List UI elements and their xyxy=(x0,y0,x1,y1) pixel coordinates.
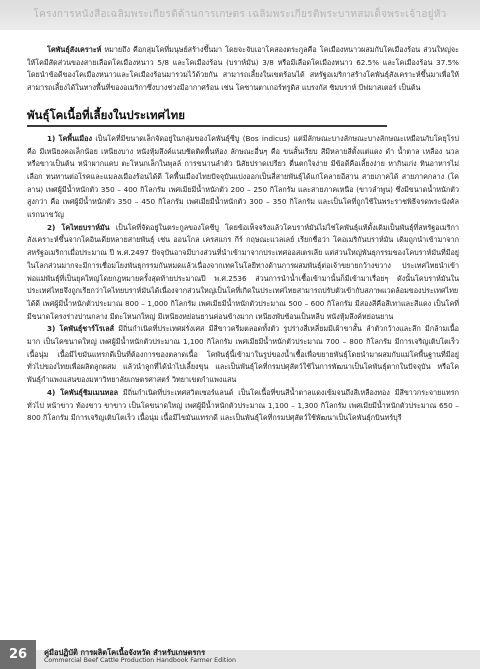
item-number: 3) xyxy=(47,324,56,334)
footer-book-title: คู่มือปฏิบัติ การผลิตโคเนื้อจังหวัด สำหรับเกษตรกร xyxy=(44,648,206,657)
breed-description: เป็นโคที่มีขนาดเล็กจัดอยู่ในกลุ่มของโคพันธุ์ซีบู (Bos indicus) แต่มีลักษณะบางลักษณะบางลักษณะเหมือนกับโคยุโรป คือ มีเหนียงคอเล็กน้อย เหนียงบาง หนังหุ้มลึงค์แนบชิดติดพื้นท้อง ลักษณะอื่นๆ คือ ขนสั้นเรียบ สีมีหลายสีตั้งแต่แดง ดำ น้ำตาล เหลือง นวล หรือขาวเป็นต้น หน้าผากแคบ ตะโหนกเล็กในพุลล์ การขนานลำตัว นิสัยปราดเปรียว ตื่นตกใจง่าย มีข้อดีคือเลี้ยงง่าย หากินเก่ง ทินอาหารไม่เลือก ทนทานต่อโรคและแมลงเมืองร้อนได้ดี โคพื้นเมืองไทยปัจจุบันแบ่งออกเป็นสี่สายพันธุ์ได้แก่โคลายอีสาน สายเกาคได้ สายภาคกลาง (โคลาน) เพศผู้มีน้ำหนักตัว 350 – 400 กิโลกรัม เพศเมียมีน้ำหนักตัว 200 – 250 กิโลกรัม และสายภาคเหนือ (ขาวลำพูน) ซึ่งมีขนาดน้ำหนักตัวสูงกว่า คือ เพศผู้มีน้ำหนักตัว 350 – 450 กิโลกรัม เพศเมียมีน้ำหนักตัว 300 – 350 กิโลกรัม และเป็นโคที่ถูกใช้ในพระราชพิธีจรดพระนังคัลแรกนาขวัญ xyxy=(27,133,459,220)
breed-item-3 xyxy=(27,323,459,387)
section-title xyxy=(27,107,459,127)
footer-book-subtitle: Commercial Beef Cattle Production Handbook Farmer Edition xyxy=(44,657,236,664)
section-title-underline xyxy=(27,125,387,127)
breed-name: โคไทยบราห์มัน xyxy=(61,222,110,232)
page-number: 26 xyxy=(0,640,36,669)
breed-description: มีถิ่นกำเนิดที่ประเทศฝรั่งเศส มีสีขาวครีมตลอดทั้งตัว รูปร่างสี่เหลี่ยมมีเผ้าขาสั้น ลำตัวกว้างและลึก มีกล้ามเนื้อมาก เป็นโคขนาดใหญ่ เพศผู้มีน้ำหนักตัวประมาณ 1,100 กิโลกรัม เพศเมียมีน้ำหนักตัวประมาณ 700 – 800 กิโลกรัม มีการเจริญเติบโตเร็ว เนื้อนุ่ม เนื้อมีไขมันแทรกดีเป็นที่ต้องการของตลาดเนื้อ โคพันธุ์นี้เข้ามาในรูปของน้ำเชื้อเพื่อขยายพันธุ์โดยนำมาผสมกับแม่โคพื้นฐานที่มีอยู่ทั่วไปของไทยเพื่อผลิตลูกผสม แล้วนำลูกที่ได้นำไปเลี้ยงขุน และเป็นพันธุ์โคที่กรมปศุสัตว์ใช้ในการพัฒนาเป็นโคพันธุ์ตากในปัจจุบัน หรือโคพันธุ์กำแพงแสนของมหาวิทยาลัยเกษตรศาสตร์ วิทยาเขตกำแพงแสน xyxy=(27,324,459,385)
page-content xyxy=(27,44,459,425)
section-title-text: พันธุ์โคเนื้อที่เลี้ยงในประเทศไทย xyxy=(27,107,185,122)
breed-name: โคพันธุ์ชิมเมนทอล xyxy=(60,387,119,397)
breed-item-2 xyxy=(27,222,459,324)
breed-name: โคพันธุ์ชาร์โรเลส์ xyxy=(59,324,114,334)
breed-name: โคพื้นเมือง xyxy=(58,133,92,143)
breed-description: มีถิ่นกำเนิดที่ประเทศสวิตเซอร์แลนด์ เป็นโคเนื้อที่ขนสีน้ำตาลแดงเข้มจนถึงสีเหลืองทอง มีสีขาวกระจายแทรกทั่วไป หน้าขาว ท้องขาว ขาขาว เป็นโคขนาดใหญ่ เพศผู้มีน้ำหนักตัวประมาณ 1,100 – 1,300 กิโลกรัม เพศเมียมีน้ำหนักตัวประมาณ 650 – 800 กิโลกรัม มีการเจริญเติบโตเร็ว เนื้อนุ่ม เนื้อมีไขมันแทรกดี และเป็นพันธุ์โคที่กรมปศุสัตว์ใช้พัฒนาเป็นโคพันธุ์กบินทร์บุรี xyxy=(27,387,459,423)
item-number: 2) xyxy=(47,222,56,232)
item-number: 1) xyxy=(47,133,56,143)
intro-text: หมายถึง คือกลุ่มโคที่มนุษย์สร้างขึ้นมา โดยจะจับเอาโคสองตระกูลคือ โคเมืองหนาวผสมกับโคเมืองร้อน ส่วนใหญ่จะให้โคมีสัดส่วนของสายเลือดโคเมืองหนาว 5/8 และโคเมืองร้อน (บราห์มัน) 3/8 หรือมีเลือดโคเมืองหนาว 62.5% และโคเมืองร้อน 37.5% โดยนำข้อดีของโคเมืองหนาวและโคเมืองร้อนมารวมไว้ด้วยกัน สามารถเลี้ยงในเขตร้อนได้ สหรัฐอเมริกาสร้างโคพันธุ์สังเคราะห์ขึ้นมาเพื่อให้สามารถเลี้ยงได้ในทางพื้นที่ของอเมริกาซึ่งบางช่วงมีอากาศร้อน เช่น โคซานตาเกอร์ทรูดิส แบรงกัส ซิมบราห์ บีฟมาสเตอร์ เป็นต้น xyxy=(27,45,459,93)
intro-term: โคพันธุ์สังเคราะห์ xyxy=(47,45,102,54)
item-number: 4) xyxy=(47,387,56,397)
breed-item-4 xyxy=(27,387,459,425)
intro-paragraph xyxy=(27,44,459,95)
breed-description: เป็นโคที่จัดอยู่ในตระกูลของโคซีบู โดยข้อเท็จจริงแล้วโคบราห์มันไม่ใช่โคพันธุ์แท้ดั้งเดิมเป็นพันธุ์ที่สหรัฐอเมริกาสังเคราะห์ขึ้นจากโคอินเดียหลายสายพันธุ์ เช่น ออนโกล เครสแกร กีร์ กฤษณะแวลเลย์ เรียกชื่อว่า โคอเมริกันบราห์มัน เดิมถูกนำเข้ามาจากสหรัฐอเมริกาเมื่อประมาณ ปี พ.ศ.2497 ปัจจุบันอาจมีบางส่วนที่นำเข้ามาจากประเทศออสเตรเลีย แต่ส่วนใหญ่พันธุกรรมของโคบราห์มันที่มีอยู่ในโลกส่วนมากจะมีการเชื่อมโยงพันธุกรรมกันหมดแล้วเนื่องจากเทคโนโลยีทางด้านการผสมพันธุ์ต่อเจ้าขยายกว้างขวาง ประเทศไทยนำเข้าพ่อแม่พันธุ์ที่เป็นยุคใหญ่โดยกฎหมายครั้งสุดท้ายประมาณปี พ.ศ.2536 ส่วนการนำน้ำเชื้อเข้ามานั้นก็มีเข้ามาเรื่อยๆ ดังนั้นโคบราห์มันในประเทศไทยจึงถูกเรียกว่าโคไทยบราห์มันได้เนื่องจากส่วนใหญ่เป็นโคที่เกิดในประเทศไทยสามารถปรับตัวเข้ากับสภาพแวดล้อมของประเทศไทยได้ดี เพศผู้มีน้ำหนักตัวประมาณ 800 – 1,000 กิโลกรัม เพศเมียมีน้ำหนักตัวประมาณ 500 – 600 กิโลกรัม มีสองสีคือสีเทาและสีแดง เป็นโคที่มีขนาดโครงร่างปานกลาง มีตะโหนกใหญ่ มีเหนียงหย่อนยานค่อนข้างมาก เหนียงพับซ้อนเป็นหลีบ หนังหุ้มลึงค์หย่อนยาน xyxy=(27,222,459,321)
breed-item-1 xyxy=(27,133,459,222)
header-band xyxy=(0,0,480,30)
running-header: โครงการหนังสือเฉลิมพระเกียรติด้านการเกษตร เฉลิมพระเกียรติพระบาทสมเด็จพระเจ้าอยู่หัว xyxy=(33,9,447,20)
